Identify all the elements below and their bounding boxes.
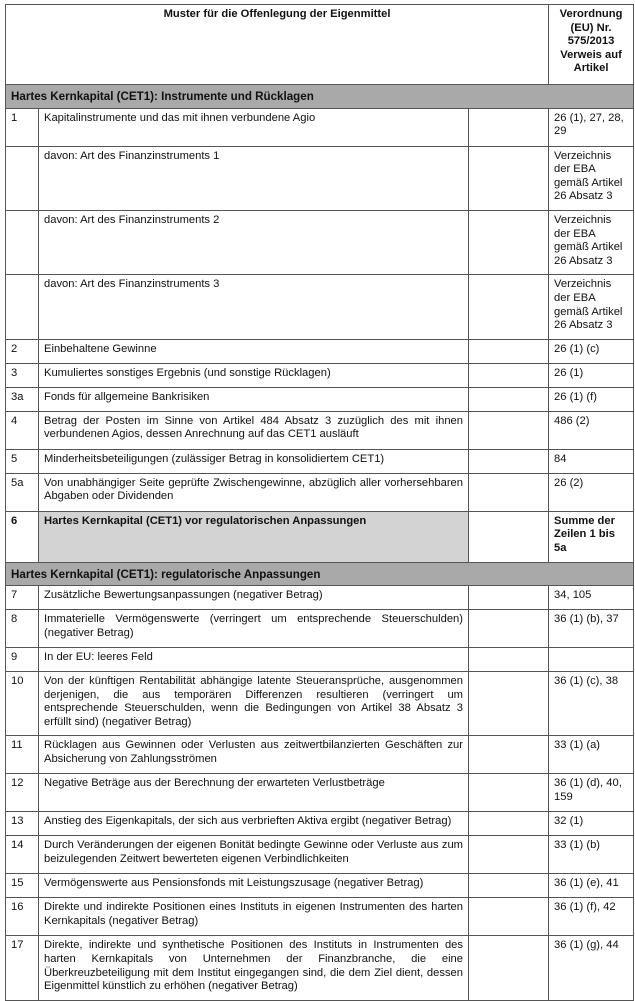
row-value — [469, 146, 549, 210]
row-description: davon: Art des Finanzinstruments 1 — [39, 146, 469, 210]
table-row — [6, 672, 634, 736]
table-row — [6, 210, 634, 274]
table-row — [6, 610, 634, 648]
table-row — [6, 736, 634, 774]
row-value — [469, 736, 549, 774]
row-description: Immaterielle Vermögenswerte (verringert um entsprechende Steuerschulden) (negativer Betrag) — [39, 610, 469, 648]
table-row — [6, 774, 634, 812]
table-row — [6, 363, 634, 387]
section-title: Hartes Kernkapital (CET1): Instrumente und Rücklagen — [6, 85, 634, 109]
row-number: 13 — [6, 812, 39, 836]
row-description: Betrag der Posten im Sinne von Artikel 484 Absatz 3 zuzüglich des mit ihnen verbundenen Agios, dessen Anrechnung auf das CET1 ausläuft — [39, 411, 469, 449]
reference-column-header: Verordnung (EU) Nr. 575/2013 Verweis auf Artikel — [549, 5, 634, 85]
row-value — [469, 339, 549, 363]
row-description: Vermögenswerte aus Pensionsfonds mit Leistungszusage (negativer Betrag) — [39, 874, 469, 898]
row-article-reference — [549, 648, 634, 672]
row-description: Von der künftigen Rentabilität abhängige latente Steueransprüche, ausgenommen derjenigen, die aus temporären Differenzen resultieren (verringert um entsprechende Steuerschulden, wenn die Bedingungen von Artikel 38 Absatz 3 erfüllt sind) (negativer Betrag) — [39, 672, 469, 736]
row-number: 5 — [6, 449, 39, 473]
row-article-reference: 33 (1) (b) — [549, 836, 634, 874]
row-number — [6, 146, 39, 210]
row-number: 15 — [6, 874, 39, 898]
row-article-reference: 36 (1) (b), 37 — [549, 610, 634, 648]
row-value — [469, 387, 549, 411]
row-number: 5a — [6, 473, 39, 511]
table-row — [6, 449, 634, 473]
table-row — [6, 836, 634, 874]
row-number: 16 — [6, 898, 39, 936]
section-header-row — [6, 85, 634, 109]
table-row — [6, 874, 634, 898]
table-row — [6, 511, 634, 562]
row-article-reference: 32 (1) — [549, 812, 634, 836]
row-number: 2 — [6, 339, 39, 363]
row-number: 7 — [6, 586, 39, 610]
section-title: Hartes Kernkapital (CET1): regulatorische Anpassungen — [6, 562, 634, 586]
row-value — [469, 108, 549, 146]
row-description: Rücklagen aus Gewinnen oder Verlusten aus zeitwertbilanzierten Geschäften zur Absicherung von Zahlungsströmen — [39, 736, 469, 774]
row-article-reference: Verzeichnis der EBA gemäß Artikel 26 Absatz 3 — [549, 146, 634, 210]
row-article-reference: 26 (1) — [549, 363, 634, 387]
row-description: Direkte, indirekte und synthetische Positionen des Instituts in Instrumenten des harten Kernkapitals von Unternehmen der Finanzbranche, die eine Überkreuzbeteiligung mit dem Institut eingegangen sind, die dem Ziel dient, dessen Eigenmittel künstlich zu erhöhen (negativer Betrag) — [39, 936, 469, 1000]
own-funds-disclosure-table — [5, 4, 634, 1001]
row-description: Durch Veränderungen der eigenen Bonität bedingte Gewinne oder Verluste aus zum beizulegenden Zeitwert bewerteten eigenen Verbindlichkeiten — [39, 836, 469, 874]
row-value — [469, 836, 549, 874]
row-value — [469, 275, 549, 339]
row-article-reference: 486 (2) — [549, 411, 634, 449]
row-article-reference: 33 (1) (a) — [549, 736, 634, 774]
table-row — [6, 108, 634, 146]
section-header-row — [6, 562, 634, 586]
row-value — [469, 363, 549, 387]
row-value — [469, 473, 549, 511]
row-article-reference: 26 (1) (c) — [549, 339, 634, 363]
table-title: Muster für die Offenlegung der Eigenmittel — [6, 5, 549, 85]
row-value — [469, 511, 549, 562]
row-number: 10 — [6, 672, 39, 736]
row-article-reference: Verzeichnis der EBA gemäß Artikel 26 Absatz 3 — [549, 210, 634, 274]
row-description: In der EU: leeres Feld — [39, 648, 469, 672]
table-row — [6, 387, 634, 411]
table-row — [6, 339, 634, 363]
row-value — [469, 898, 549, 936]
row-description: Anstieg des Eigenkapitals, der sich aus verbrieften Aktiva ergibt (negativer Betrag) — [39, 812, 469, 836]
row-article-reference: 26 (2) — [549, 473, 634, 511]
row-number: 3 — [6, 363, 39, 387]
row-number: 12 — [6, 774, 39, 812]
row-number — [6, 275, 39, 339]
table-row — [6, 936, 634, 1000]
table-row — [6, 812, 634, 836]
row-description: Kumuliertes sonstiges Ergebnis (und sonstige Rücklagen) — [39, 363, 469, 387]
row-article-reference: 36 (1) (f), 42 — [549, 898, 634, 936]
table-row — [6, 586, 634, 610]
row-article-reference: Summe der Zeilen 1 bis 5a — [549, 511, 634, 562]
row-number: 14 — [6, 836, 39, 874]
row-article-reference: 84 — [549, 449, 634, 473]
row-value — [469, 672, 549, 736]
row-value — [469, 774, 549, 812]
table-row — [6, 275, 634, 339]
row-number: 4 — [6, 411, 39, 449]
row-description: Fonds für allgemeine Bankrisiken — [39, 387, 469, 411]
row-number: 3a — [6, 387, 39, 411]
row-article-reference: 26 (1), 27, 28, 29 — [549, 108, 634, 146]
row-number: 8 — [6, 610, 39, 648]
row-description: Direkte und indirekte Positionen eines Instituts in eigenen Instrumenten des harten Kernkapitals (negativer Betrag) — [39, 898, 469, 936]
row-description: Zusätzliche Bewertungsanpassungen (negativer Betrag) — [39, 586, 469, 610]
row-description: Einbehaltene Gewinne — [39, 339, 469, 363]
row-description: Von unabhängiger Seite geprüfte Zwischengewinne, abzüglich aller vorhersehbaren Abgaben oder Dividenden — [39, 473, 469, 511]
row-description: davon: Art des Finanzinstruments 3 — [39, 275, 469, 339]
row-number: 11 — [6, 736, 39, 774]
row-value — [469, 411, 549, 449]
row-value — [469, 210, 549, 274]
table-row — [6, 411, 634, 449]
row-article-reference: 36 (1) (d), 40, 159 — [549, 774, 634, 812]
row-number: 9 — [6, 648, 39, 672]
row-article-reference: 34, 105 — [549, 586, 634, 610]
row-article-reference: 36 (1) (g), 44 — [549, 936, 634, 1000]
row-value — [469, 586, 549, 610]
row-description: Minderheitsbeteiligungen (zulässiger Betrag in konsolidiertem CET1) — [39, 449, 469, 473]
row-article-reference: 36 (1) (c), 38 — [549, 672, 634, 736]
row-value — [469, 936, 549, 1000]
row-article-reference: Verzeichnis der EBA gemäß Artikel 26 Absatz 3 — [549, 275, 634, 339]
row-article-reference: 26 (1) (f) — [549, 387, 634, 411]
table-header-row — [6, 5, 634, 85]
table-row — [6, 146, 634, 210]
row-description: Negative Beträge aus der Berechnung der erwarteten Verlustbeträge — [39, 774, 469, 812]
table-row — [6, 898, 634, 936]
row-article-reference: 36 (1) (e), 41 — [549, 874, 634, 898]
table-row — [6, 648, 634, 672]
row-number: 1 — [6, 108, 39, 146]
row-number — [6, 210, 39, 274]
row-description: Hartes Kernkapital (CET1) vor regulatorischen Anpassungen — [39, 511, 469, 562]
row-value — [469, 610, 549, 648]
row-description: davon: Art des Finanzinstruments 2 — [39, 210, 469, 274]
row-value — [469, 812, 549, 836]
row-number: 6 — [6, 511, 39, 562]
row-description: Kapitalinstrumente und das mit ihnen verbundene Agio — [39, 108, 469, 146]
table-row — [6, 473, 634, 511]
row-value — [469, 449, 549, 473]
row-value — [469, 648, 549, 672]
row-value — [469, 874, 549, 898]
row-number: 17 — [6, 936, 39, 1000]
